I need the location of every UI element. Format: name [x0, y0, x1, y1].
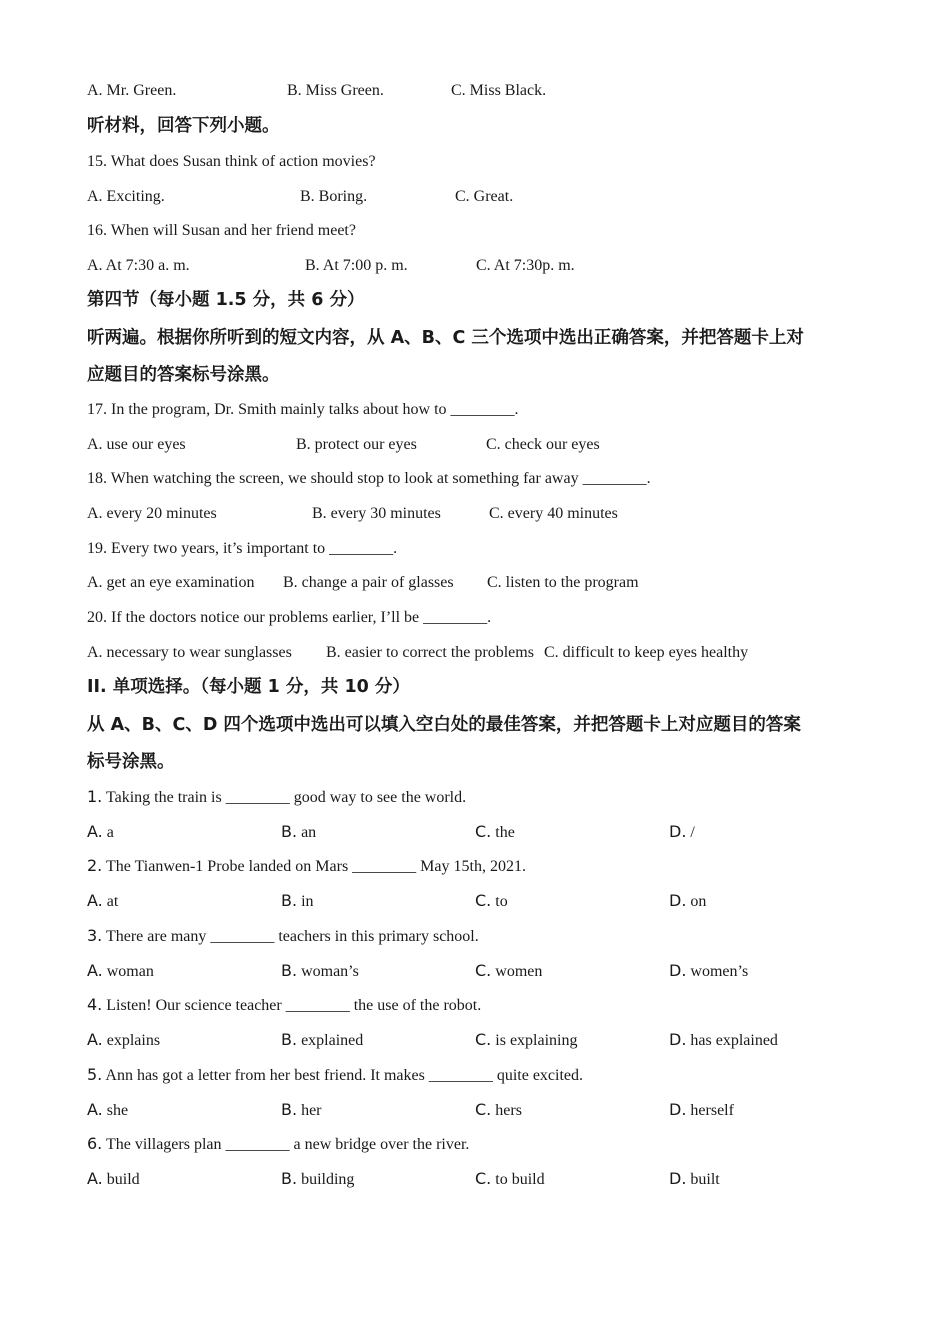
mc-6-option-d: D. built [669, 1169, 720, 1188]
q19-option-b: B. change a pair of glasses [283, 574, 454, 591]
q20-option-b: B. easier to correct the problems [326, 644, 534, 661]
mc-5-option-c: C. hers [475, 1100, 522, 1119]
q17-stem: 17. In the program, Dr. Smith mainly talks about how to ________. [87, 401, 519, 418]
mc-4-option-a: A. explains [87, 1030, 161, 1049]
part-2-instructions-line2: 标号涂黑。 [87, 752, 175, 772]
q17-option-c: C. check our eyes [486, 436, 600, 453]
mc-3-stem: 3. There are many ________ teachers in this primary school. [87, 926, 479, 945]
mc-2-stem: 2. The Tianwen-1 Probe landed on Mars ________ May 15th, 2021. [87, 856, 526, 875]
mc-1-option-d: D. / [669, 822, 695, 841]
q16-option-b: B. At 7:00 p. m. [305, 257, 408, 274]
q16-stem: 16. When will Susan and her friend meet? [87, 222, 356, 239]
q18-option-b: B. every 30 minutes [312, 505, 441, 522]
mc-4-stem: 4. Listen! Our science teacher ________ the use of the robot. [87, 995, 482, 1014]
mc-3-option-d: D. women’s [669, 961, 749, 980]
section-4-heading: 第四节（每小题 1.5 分，共 6 分） [87, 290, 365, 310]
q15-stem: 15. What does Susan think of action movies? [87, 153, 376, 170]
part-2-instructions-line1: 从 A、B、C、D 四个选项中选出可以填入空白处的最佳答案，并把答题卡上对应题目的答案 [87, 715, 801, 735]
mc-5-option-a: A. she [87, 1100, 129, 1119]
q19-option-c: C. listen to the program [487, 574, 639, 591]
mc-2-option-b: B. in [281, 891, 314, 910]
mc-4-option-c: C. is explaining [475, 1030, 578, 1049]
mc-3-option-a: A. woman [87, 961, 154, 980]
q20-option-a: A. necessary to wear sunglasses [87, 644, 292, 661]
mc-6-option-a: A. build [87, 1169, 140, 1188]
q16-option-a: A. At 7:30 a. m. [87, 257, 190, 274]
q18-option-a: A. every 20 minutes [87, 505, 217, 522]
q19-option-a: A. get an eye examination [87, 574, 255, 591]
part-2-heading: II. 单项选择。（每小题 1 分，共 10 分） [87, 677, 410, 697]
q14-option-c: C. Miss Black. [451, 82, 547, 99]
mc-5-stem: 5. Ann has got a letter from her best friend. It makes ________ quite excited. [87, 1065, 584, 1084]
q18-option-c: C. every 40 minutes [489, 505, 618, 522]
mc-4-option-b: B. explained [281, 1030, 364, 1049]
mc-5-option-d: D. herself [669, 1100, 734, 1119]
q15-option-a: A. Exciting. [87, 188, 165, 205]
q20-option-c: C. difficult to keep eyes healthy [544, 644, 749, 661]
q17-option-a: A. use our eyes [87, 436, 186, 453]
q14-option-a: A. Mr. Green. [87, 82, 177, 99]
q18-stem: 18. When watching the screen, we should stop to look at something far away ________. [87, 470, 651, 487]
mc-5-option-b: B. her [281, 1100, 322, 1119]
mc-2-option-a: A. at [87, 891, 119, 910]
mc-4-option-d: D. has explained [669, 1030, 778, 1049]
section-3b-heading: 听材料，回答下列小题。 [87, 116, 280, 136]
q17-option-b: B. protect our eyes [296, 436, 417, 453]
mc-3-option-c: C. women [475, 961, 543, 980]
mc-3-option-b: B. woman’s [281, 961, 359, 980]
mc-6-option-c: C. to build [475, 1169, 545, 1188]
q19-stem: 19. Every two years, it’s important to ________. [87, 540, 398, 557]
section-4-instructions-line1: 听两遍。根据你所听到的短文内容，从 A、B、C 三个选项中选出正确答案，并把答题卡上对 [87, 328, 804, 348]
mc-1-option-c: C. the [475, 822, 515, 841]
mc-2-option-c: C. to [475, 891, 508, 910]
q14-option-b: B. Miss Green. [287, 82, 384, 99]
q15-option-b: B. Boring. [300, 188, 368, 205]
mc-2-option-d: D. on [669, 891, 707, 910]
mc-6-option-b: B. building [281, 1169, 355, 1188]
mc-6-stem: 6. The villagers plan ________ a new bridge over the river. [87, 1134, 470, 1153]
mc-1-option-b: B. an [281, 822, 317, 841]
q16-option-c: C. At 7:30p. m. [476, 257, 575, 274]
q20-stem: 20. If the doctors notice our problems earlier, I’ll be ________. [87, 609, 492, 626]
q15-option-c: C. Great. [455, 188, 514, 205]
section-4-instructions-line2: 应题目的答案标号涂黑。 [87, 365, 280, 385]
mc-1-option-a: A. a [87, 822, 114, 841]
mc-1-stem: 1. Taking the train is ________ good way to see the world. [87, 787, 467, 806]
